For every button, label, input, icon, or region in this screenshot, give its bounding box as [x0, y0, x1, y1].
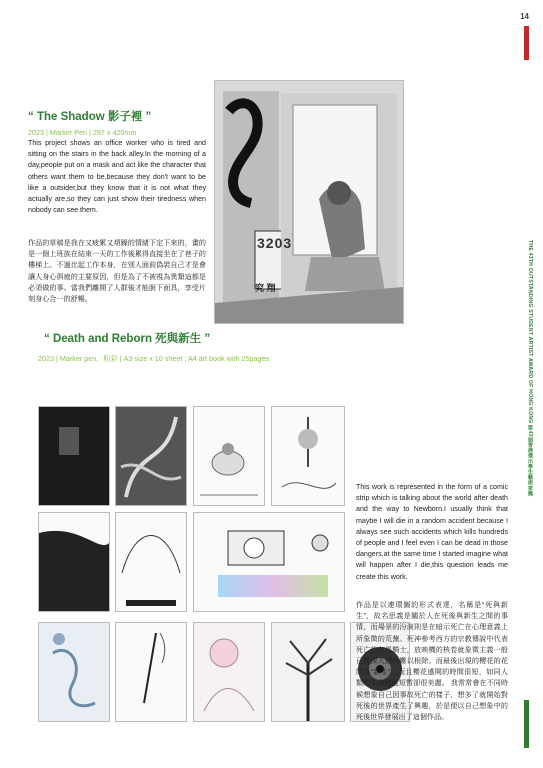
- artwork-sign-number: 3203: [257, 235, 293, 251]
- comic-page-5: [38, 512, 110, 612]
- vertical-side-caption: THE 43TH OUTSTANDING STUDENT ARTIST AWARD OF HONG KONG 第43屆香港傑出學生藝術家獎: [527, 240, 533, 497]
- project1-description-zh: 作品的草稿是我在又疲累又煩躁的情緒下定下來的，畫的是一個上班族在結束一天的工作後累得直接坐在了巷子的樓梯上。不過比起工作本身，在別人面前偽裝自己才是會讓人身心俱疲的主要原因，但是為了不被視為異類這都是必須做的事。當我們離開了人群後才能脫下面具，享受片刻身心合一的舒暢。: [28, 239, 206, 304]
- comic-page-8: [38, 622, 110, 722]
- comic-page-2: [115, 406, 187, 506]
- comic-page-4: [271, 406, 345, 506]
- comic-page-6: [115, 512, 187, 612]
- comic-page-3: [193, 406, 265, 506]
- artwork-the-shadow: [214, 80, 404, 324]
- project1-meta: 2023 | Marker Pen | 297 x 420mm: [28, 128, 137, 137]
- comic-page-10: [193, 622, 265, 722]
- comic-page-1: [38, 406, 110, 506]
- red-accent-bar: [524, 26, 529, 60]
- project2-description-en: This work is represented in the form of a comic strip which is talking about the world after death and the way to Newborn.I usually think that maybe I will die in a random accident because I always see such accidents which kills hundreds of people and I feel even I can be dead in those dangers,at the same time I started imagine what will happen after I die,this question leads me create this work.: [356, 483, 508, 581]
- project1-title: “ The Shadow 影子裡 ”: [28, 111, 152, 123]
- green-accent-bar: [524, 700, 529, 748]
- page-number: 14: [520, 12, 529, 21]
- comic-page-7: [193, 512, 345, 612]
- project1-description-en: This project shows an office worker who is tired and sitting on the stairs in the back alley.In the morning of a day,people put on a mask and act like the character that others want them to be,because they don't want to be like a outsider,but they know that it is not what they actually are,so they can just show their tiredness when nobody can see them.: [28, 139, 206, 215]
- comic-page-11: [271, 622, 345, 722]
- project2-description-zh: 作品是以連環圖的形式表達，名稱是“死與新生”，故名思義是關於人在死後與新生之間的事情，而場景的汾演則是在暗示死亡在心理意義上所象徵的荒蕪。死神參考西方的宗教傳說中代表死亡的灰馬騎士，放映機的核卷就象徵主義一般已經深入體內難以根除。而最後出現的櫻花的花開為“新生”，而且櫻花盛開的時間很短，如同人類的生命稍縱短暫卻很美麗。 我常常會在不同時候想象自己因事故死亡的樣子，想多了就開始對死後的世界產生了興趣，於是便以自己想象中的死後世界發展出了這個作品。: [356, 601, 508, 722]
- project2-meta: 2023 | Marker pen、粉彩 | A3 size x 10 sheet ; A4 art book with 25pages: [38, 354, 270, 363]
- artwork-sign-text: 究 翔: [255, 283, 276, 293]
- project2-title: “ Death and Reborn 死與新生 ”: [44, 333, 211, 345]
- comic-page-9: [115, 622, 187, 722]
